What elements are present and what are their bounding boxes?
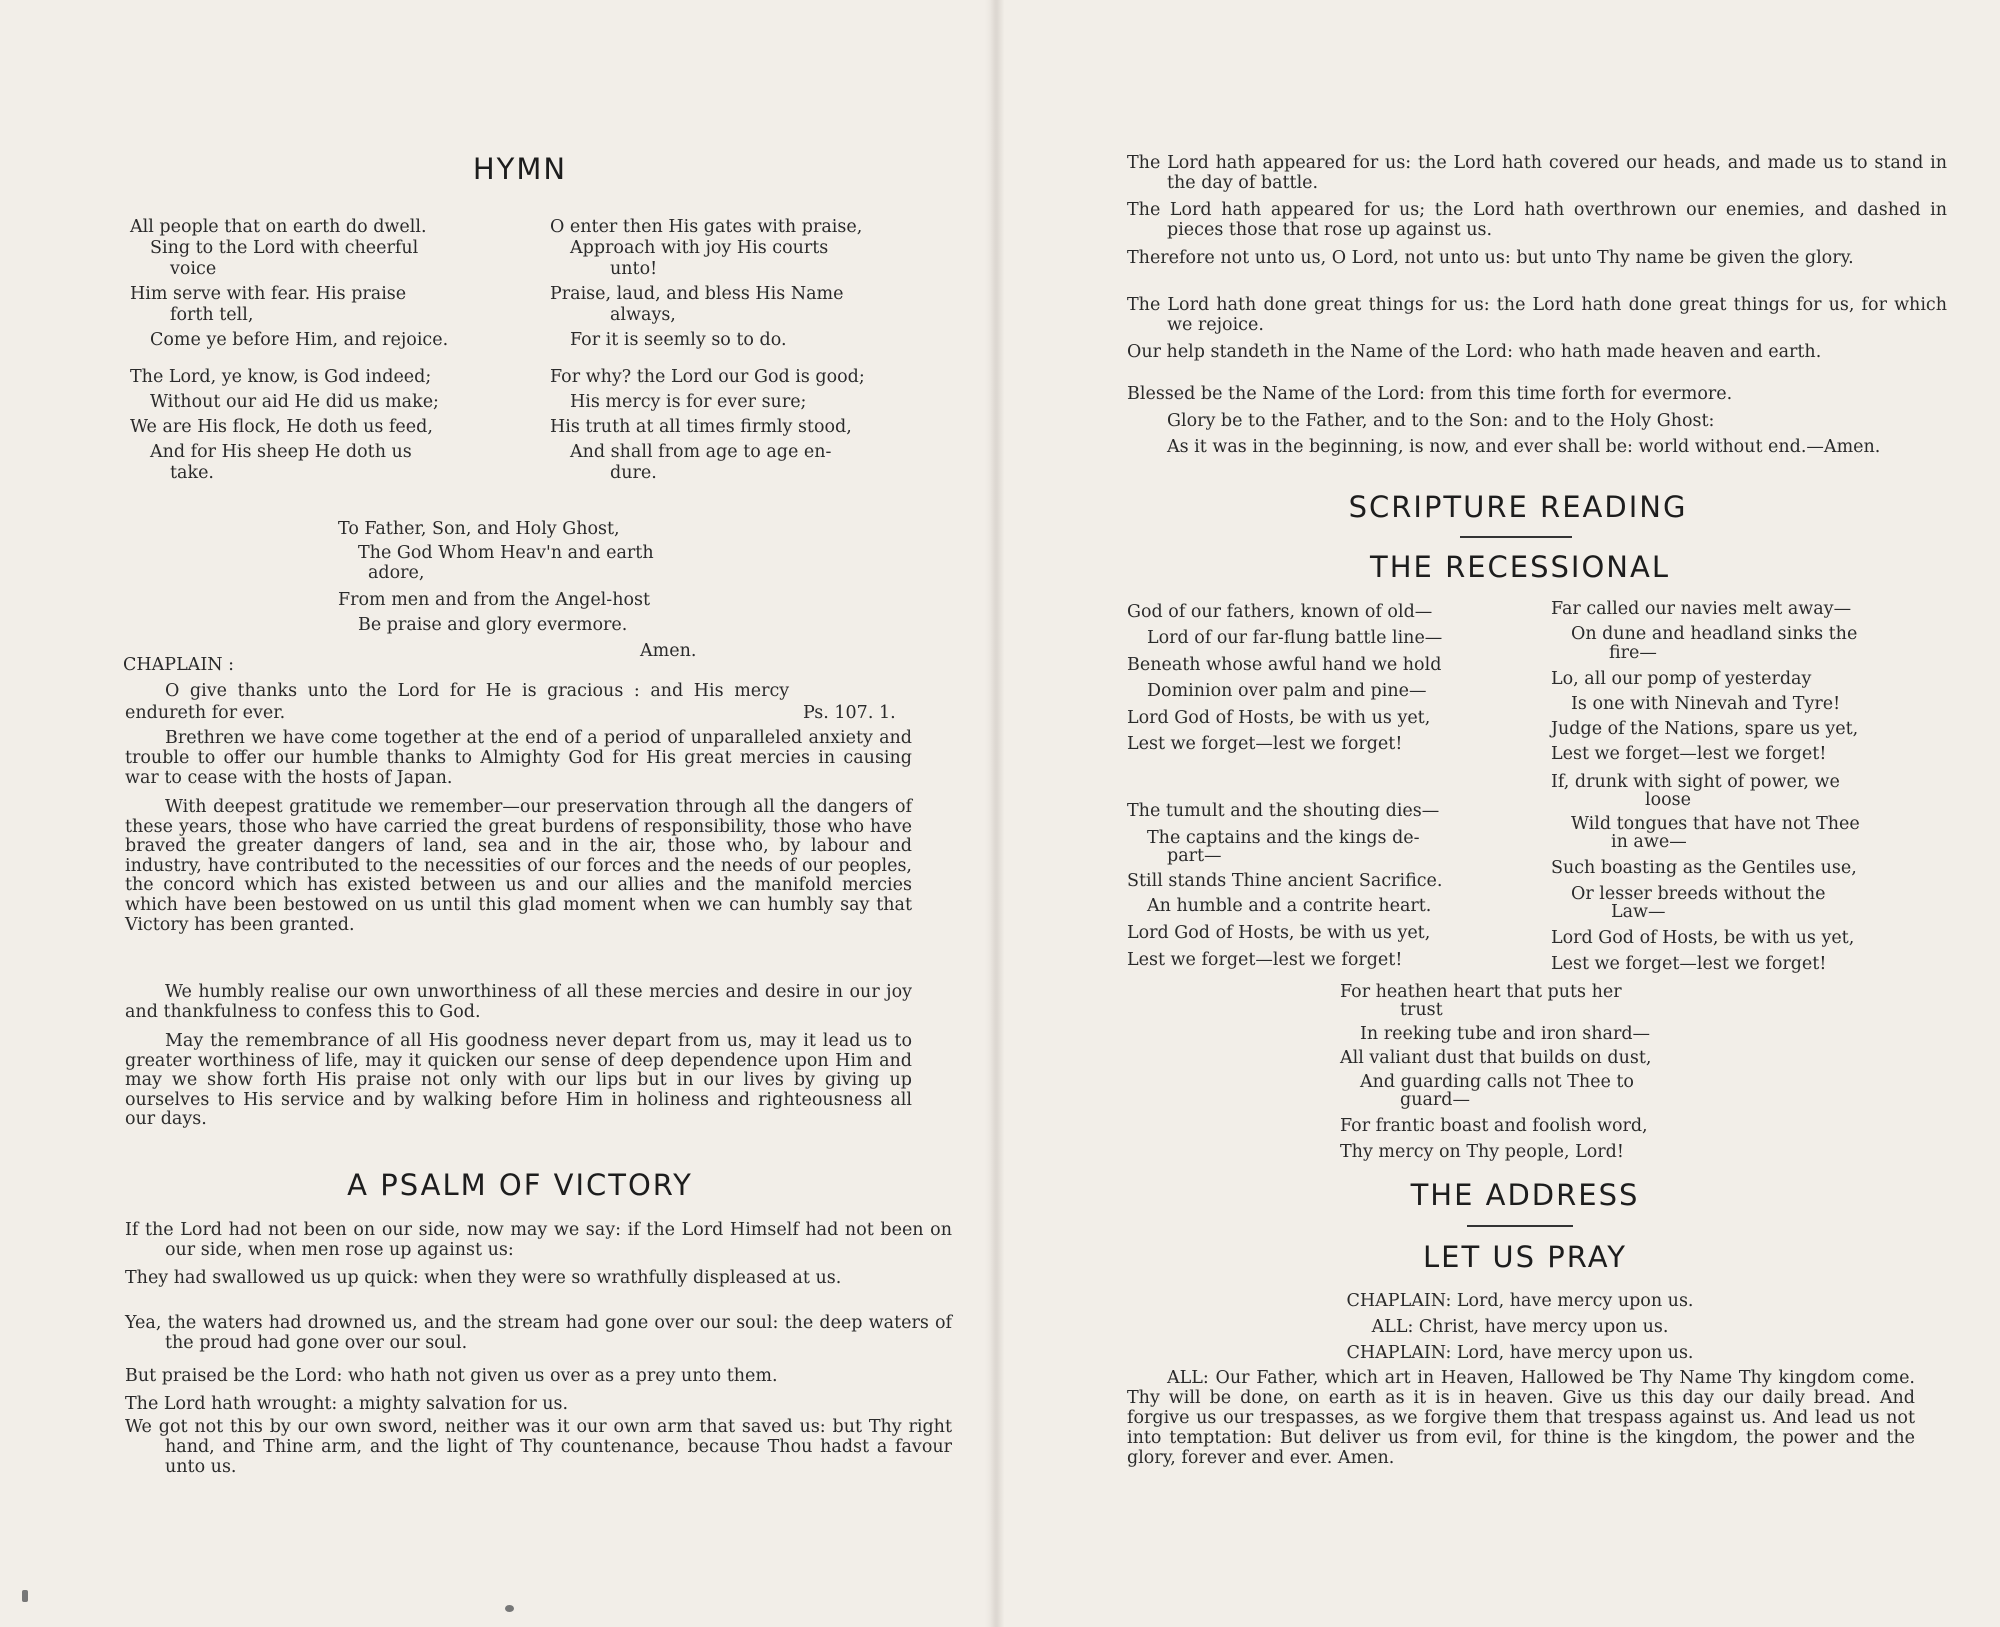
psalm-verse: The Lord hath appeared for us; the Lord hath overthrown our enemies, and dashed in pieces those that rose up against us. (1127, 200, 1947, 240)
scripture-reading-title: SCRIPTURE READING (1348, 490, 1688, 524)
hymn-title: HYMN (472, 152, 568, 186)
recessional-column-2b: If, drunk with sight of power, we loose Wild tongues that have not Thee in awe— Such boasting as the Gentiles use, Or lesser breeds without the Law— Lord God of Hosts, be with us yet, Lest we forget—lest we forget! (1551, 772, 1860, 974)
psalm-title: A PSALM OF VICTORY (347, 1168, 693, 1202)
recessional-column-1b: The tumult and the shouting dies— The captains and the kings de- part— Still stands Thine ancient Sacrifice. An humble and a contrite heart. Lord God of Hosts, be with us yet, Lest we forget—lest we forget! (1127, 801, 1443, 970)
hymn-column-1: All people that on earth do dwell. Sing to the Lord with cheerful voice Him serve with fear. His praise forth tell, Come ye before Him, and rejoice. The Lord, ye know, is God indeed; Without our aid He did us make; We are His flock, He doth us feed, And for His sheep He doth us take. (130, 217, 449, 483)
page-mark (505, 1605, 514, 1612)
psalm-verse: Yea, the waters had drowned us, and the stream had gone over our soul: the deep waters of the proud had gone over our soul. (125, 1313, 952, 1353)
chaplain-paragraph: With deepest gratitude we remember—our preservation through all the dangers of these years, those who have carried the great burdens of responsibility, those who have braved the greater dangers of land, sea and in the air, those who, by labour and industry, have contributed to the necessities of our forces and the needs of our peoples, the concord which has existed between us and our allies and the manifold mercies which have been bestowed on us until this glad moment when we can humbly say that Victory has been granted. (125, 797, 912, 935)
lords-prayer: ALL: Our Father, which art in Heaven, Hallowed be Thy Name Thy kingdom come. Thy will be done, on earth as it is in heaven. Give us this day our daily bread. And forgive us our trespasses, as we forgive them that trespass against us. And lead us not into temptation: But deliver us from evil, for thine is the kingdom, the power and the glory, forever and ever. Amen. (1127, 1368, 1915, 1468)
center-fold (990, 0, 1004, 1627)
chaplain-label: CHAPLAIN : (123, 655, 235, 675)
psalm-verse: Blessed be the Name of the Lord: from this time forth for evermore. (1127, 384, 1733, 404)
psalm-verse: But praised be the Lord: who hath not given us over as a prey unto them. (125, 1366, 778, 1386)
let-us-pray-title: LET US PRAY (1422, 1240, 1628, 1274)
psalm-verse: If the Lord had not been on our side, now may we say: if the Lord Himself had not been on our side, when men rose up against us: (125, 1220, 952, 1260)
psalm-verse: The Lord hath wrought: a mighty salvation for us. (125, 1394, 569, 1414)
psalm-verse: They had swallowed us up quick: when they were so wrathfully displeased at us. (125, 1268, 842, 1288)
recessional-column-2: Far called our navies melt away— On dune and headland sinks the fire— Lo, all our pomp of yesterday Is one with Ninevah and Tyre! Judge of the Nations, spare us yet, Lest we forget—lest we forget! (1551, 599, 1859, 764)
gloria-patri-cont: As it was in the beginning, is now, and ever shall be: world without end.—Amen. (1167, 437, 1881, 457)
psalm-reference: Ps. 107. 1. (803, 703, 896, 723)
response-all: ALL: Christ, have mercy upon us. (1371, 1317, 1669, 1337)
address-title: THE ADDRESS (1410, 1178, 1640, 1212)
psalm-verse: Therefore not unto us, O Lord, not unto us: but unto Thy name be given the glory. (1127, 248, 1854, 268)
recessional-column-1: God of our fathers, known of old— Lord of our far-flung battle line— Beneath whose awful hand we hold Dominion over palm and pine— Lord God of Hosts, be with us yet, Lest we forget—lest we forget! (1127, 602, 1443, 755)
response-chaplain: CHAPLAIN: Lord, have mercy upon us. (1346, 1343, 1694, 1363)
hymn-column-2: O enter then His gates with praise, Approach with joy His courts unto! Praise, laud, and bless His Name always, For it is seemly so to do. For why? the Lord our God is good; His mercy is for ever sure; His truth at all times firmly stood, And shall from age to age en- dure. (550, 217, 865, 483)
psalm-verse: We got not this by our own sword, neither was it our own arm that saved us: but Thy right hand, and Thine arm, and the light of Thy countenance, because Thou hadst a favour unto us. (125, 1417, 952, 1477)
hymn-amen: Amen. (640, 641, 697, 661)
heading-divider (1460, 536, 1572, 538)
recessional-final-stanza: For heathen heart that puts her trust In reeking tube and iron shard— All valiant dust that builds on dust, And guarding calls not Thee to guard— For frantic boast and foolish word, Thy mercy on Thy people, Lord! (1340, 982, 1652, 1162)
hymn-doxology: To Father, Son, and Holy Ghost, The God Whom Heav'n and earth adore, From men and from the Angel-host Be praise and glory evermore. (338, 519, 654, 635)
psalm-verse: The Lord hath done great things for us: the Lord hath done great things for us, for which we rejoice. (1127, 295, 1947, 335)
recessional-title: THE RECESSIONAL (1370, 550, 1670, 584)
chaplain-paragraph: Brethren we have come together at the end of a period of unparalleled anxiety and trouble to offer our humble thanks to Almighty God for His great mercies in causing war to cease with the hosts of Japan. (125, 728, 912, 788)
chaplain-paragraph: We humbly realise our own unworthiness of all these mercies and desire in our joy and thankfulness to confess this to God. (125, 982, 912, 1022)
psalm-verse: The Lord hath appeared for us: the Lord hath covered our heads, and made us to stand in the day of battle. (1127, 153, 1947, 193)
chaplain-verse: O give thanks unto the Lord for He is gracious : and His mercy (165, 681, 790, 701)
page-mark (22, 1590, 28, 1602)
gloria-patri: Glory be to the Father, and to the Son: and to the Holy Ghost: (1167, 411, 1715, 431)
chaplain-paragraph: May the remembrance of all His goodness never depart from us, may it lead us to greater worthiness of life, may it quicken our sense of deep dependence upon Him and may we show forth His praise not only with our lips but in our lives by giving up ourselves to His service and by walking before Him in holiness and righteousness all our days. (125, 1031, 912, 1130)
heading-divider (1467, 1225, 1573, 1227)
chaplain-verse-cont: endureth for ever. (125, 703, 286, 723)
response-chaplain: CHAPLAIN: Lord, have mercy upon us. (1346, 1291, 1694, 1311)
psalm-verse: Our help standeth in the Name of the Lord: who hath made heaven and earth. (1127, 342, 1822, 362)
